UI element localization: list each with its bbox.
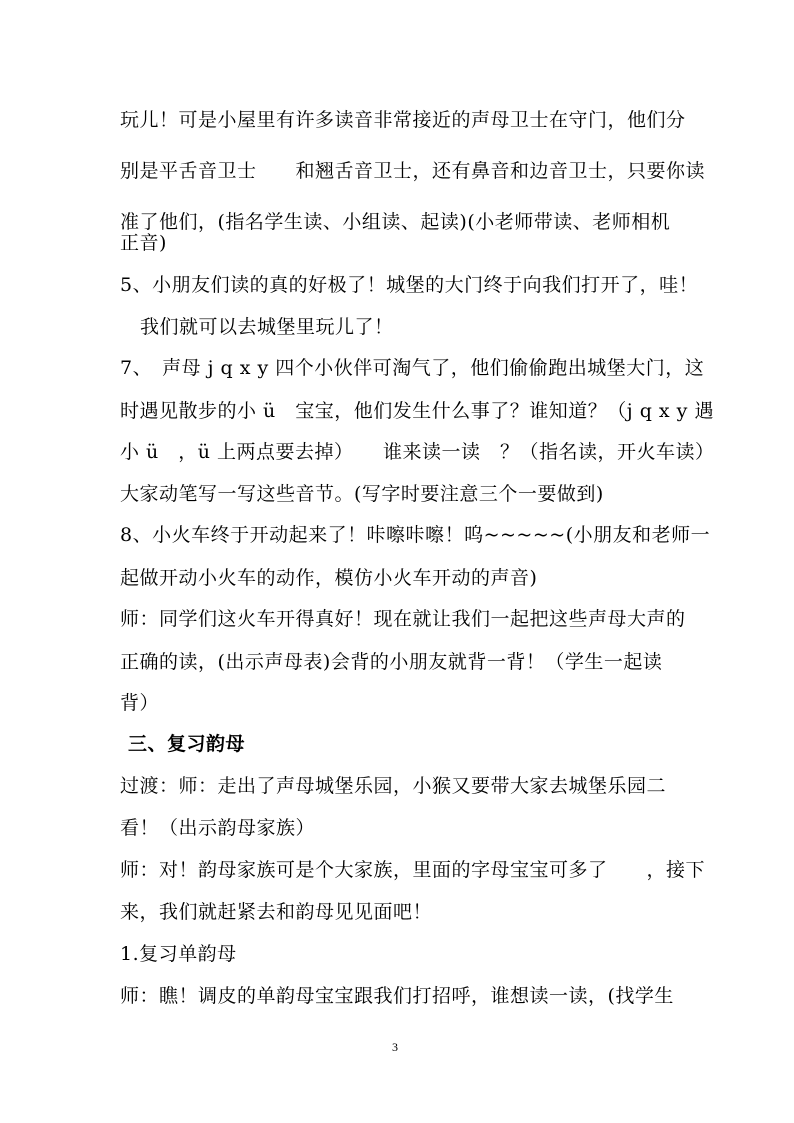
text-line: 1.复习单韵母 <box>120 943 237 965</box>
text-line: 看！（出示韵母家族） <box>120 817 316 839</box>
text-line: 5、小朋友们读的真的好极了！城堡的大门终于向我们打开了，哇！ <box>120 274 699 296</box>
text-line: 小 ü ，ü 上两点要去掉） 谁来读一读 ？（指名读，开火车读） <box>120 441 715 463</box>
text-line: 师：瞧！调皮的单韵母宝宝跟我们打招呼，谁想读一读，(找学生 <box>120 985 674 1007</box>
page-number: 3 <box>392 1040 398 1054</box>
text-line: 过渡：师：走出了声母城堡乐园，小猴又要带大家去城堡乐园二 <box>120 775 667 797</box>
text-line: 正确的读，(出示声母表)会背的小朋友就背一背！（学生一起读 <box>120 651 663 673</box>
text-line: 大家动笔写一写这些音节。(写字时要注意三个一要做到) <box>120 483 604 505</box>
text-line: 玩儿！可是小屋里有许多读音非常接近的声母卫士在守门，他们分 <box>120 109 686 131</box>
text-line: 师：同学们这火车开得真好！现在就让我们一起把这些声母大声的 <box>120 608 686 630</box>
text-line: 7、 声母 j q x y 四个小伙伴可淘气了，他们偷偷跑出城堡大门，这 <box>120 357 705 379</box>
text-line: 时遇见散步的小 ü 宝宝，他们发生什么事了？谁知道？（j q x y 遇 <box>120 400 714 422</box>
text-line: 别是平舌音卫士 和翘舌音卫士，还有鼻音和边音卫士，只要你读 <box>120 160 706 182</box>
section-heading: 三、复习韵母 <box>128 733 246 755</box>
text-line: 来，我们就赶紧去和韵母见见面吧！ <box>120 901 433 923</box>
text-line: 师：对！韵母家族可是个大家族，里面的字母宝宝可多了 ，接下 <box>120 859 706 881</box>
text-line: 背） <box>120 692 160 714</box>
text-line: 正音) <box>120 232 167 254</box>
text-line: 准了他们，(指名学生读、小组读、起读)(小老师带读、老师相机 <box>120 211 671 233</box>
text-line: 8、小火车终于开动起来了！咔嚓咔嚓！呜~~~~~(小朋友和老师一 <box>120 524 711 546</box>
text-line: 我们就可以去城堡里玩儿了！ <box>140 316 394 338</box>
text-line: 起做开动小火车的动作，模仿小火车开动的声音) <box>120 567 538 589</box>
